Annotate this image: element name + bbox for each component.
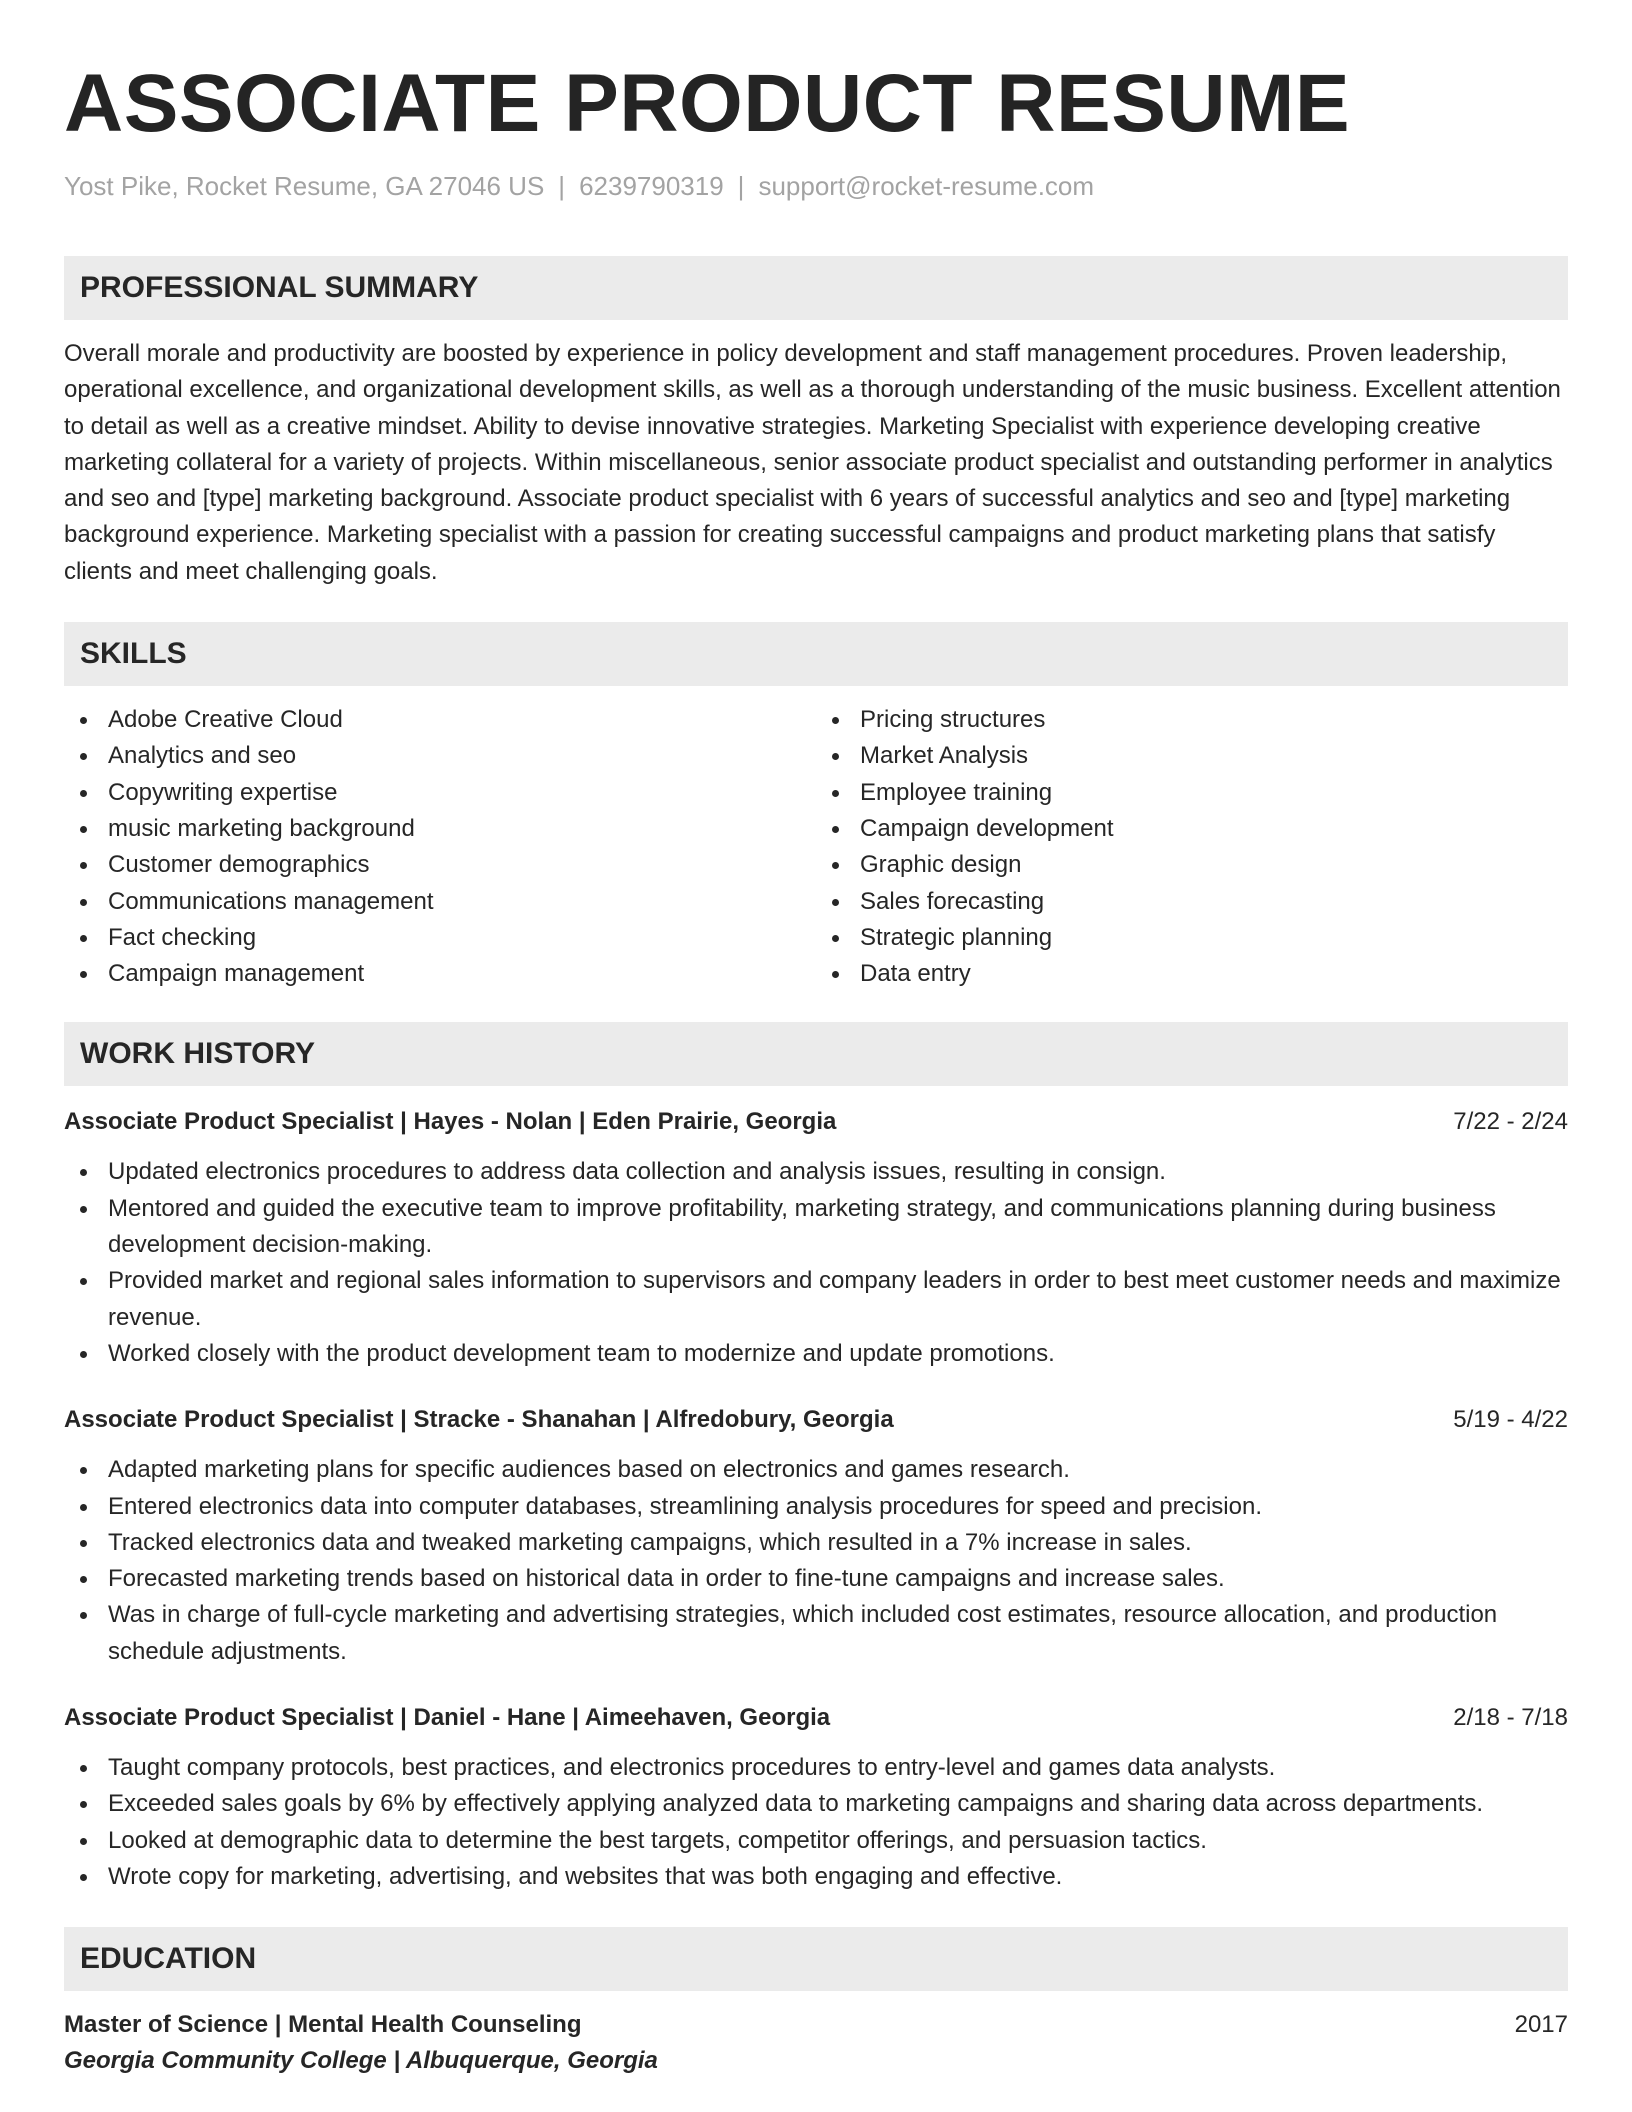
education-school: Georgia Community College | Albuquerque, Georgia <box>64 2047 658 2075</box>
job-bullet: Exceeded sales goals by 6% by effectively applying analyzed data to marketing campaigns and sharing data across departments. <box>108 1786 1568 1822</box>
job-bullets <box>64 1154 1568 1372</box>
job-bullet: Wrote copy for marketing, advertising, and websites that was both engaging and effective. <box>108 1859 1568 1895</box>
job-bullet: Looked at demographic data to determine the best targets, competitor offerings, and persuasion tactics. <box>108 1823 1568 1859</box>
skill-item: Graphic design <box>860 847 1568 883</box>
summary-text: Overall morale and productivity are boosted by experience in policy development and staff management procedures. Proven leadership, operational excellence, and organizational development skills, as well as a thorough understanding of the music business. Excellent attention to detail as well as a creative mindset. Ability to devise innovative strategies. Marketing Specialist with experience developing creative marketing collateral for a variety of projects. Within miscellaneous, senior associate product specialist and outstanding performer in analytics and seo and [type] marketing background. Associate product specialist with 6 years of successful analytics and seo and [type] marketing background experience. Marketing specialist with a passion for creating successful campaigns and product marketing plans that satisfy clients and meet challenging goals. <box>64 340 1561 585</box>
skill-item: music marketing background <box>108 811 816 847</box>
skill-item: Fact checking <box>108 920 816 956</box>
job-dates: 7/22 - 2/24 <box>1453 1108 1568 1136</box>
job-header <box>64 1402 1568 1438</box>
skill-item: Data entry <box>860 956 1568 992</box>
job-bullet: Worked closely with the product development team to modernize and update promotions. <box>108 1336 1568 1372</box>
job-dates: 2/18 - 7/18 <box>1453 1704 1568 1732</box>
skill-item: Market Analysis <box>860 738 1568 774</box>
job-bullets <box>64 1452 1568 1670</box>
job-bullet: Entered electronics data into computer databases, streamlining analysis procedures for speed and precision. <box>108 1489 1568 1525</box>
contact-email[interactable]: support@rocket-resume.com <box>758 171 1095 201</box>
skill-item: Adobe Creative Cloud <box>108 702 816 738</box>
job-bullet: Tracked electronics data and tweaked marketing campaigns, which resulted in a 7% increase in sales. <box>108 1525 1568 1561</box>
education-year: 2017 <box>1514 2011 1568 2039</box>
skill-item: Sales forecasting <box>860 884 1568 920</box>
skill-item: Customer demographics <box>108 847 816 883</box>
skill-item: Copywriting expertise <box>108 775 816 811</box>
skills-column-right <box>816 702 1568 992</box>
contact-phone: 6239790319 <box>579 171 724 201</box>
job-title: Associate Product Specialist | Hayes - Nolan | Eden Prairie, Georgia <box>64 1108 837 1136</box>
contact-separator: | <box>737 171 745 201</box>
skill-item: Communications management <box>108 884 816 920</box>
job-entry <box>64 1104 1568 1372</box>
job-header <box>64 1104 1568 1140</box>
contact-line <box>64 170 1568 202</box>
skill-item: Campaign management <box>108 956 816 992</box>
contact-separator: | <box>558 171 566 201</box>
skill-item: Employee training <box>860 775 1568 811</box>
section-header-work-history: WORK HISTORY <box>64 1022 1568 1086</box>
job-bullet: Mentored and guided the executive team to improve profitability, marketing strategy, and communications planning during business development decision-making. <box>108 1191 1568 1264</box>
job-bullet: Updated electronics procedures to address data collection and analysis issues, resulting in consign. <box>108 1154 1568 1190</box>
job-bullets <box>64 1750 1568 1895</box>
section-header-education: EDUCATION <box>64 1927 1568 1991</box>
job-entry <box>64 1402 1568 1670</box>
skill-item: Analytics and seo <box>108 738 816 774</box>
skills-list <box>64 702 1568 992</box>
job-entry <box>64 1700 1568 1895</box>
skill-item: Strategic planning <box>860 920 1568 956</box>
education-entry <box>64 2007 1568 2079</box>
section-header-skills: SKILLS <box>64 622 1568 686</box>
job-dates: 5/19 - 4/22 <box>1453 1406 1568 1434</box>
job-title: Associate Product Specialist | Daniel - Hane | Aimeehaven, Georgia <box>64 1704 831 1732</box>
resume-title: ASSOCIATE PRODUCT RESUME <box>64 58 1351 149</box>
education-degree: Master of Science | Mental Health Counseling <box>64 2011 582 2039</box>
job-bullet: Adapted marketing plans for specific audiences based on electronics and games research. <box>108 1452 1568 1488</box>
education-header <box>64 2007 1568 2043</box>
skill-item: Pricing structures <box>860 702 1568 738</box>
section-header-summary: PROFESSIONAL SUMMARY <box>64 256 1568 320</box>
job-bullet: Forecasted marketing trends based on historical data in order to fine-tune campaigns and increase sales. <box>108 1561 1568 1597</box>
job-bullet: Was in charge of full-cycle marketing and advertising strategies, which included cost estimates, resource allocation, and production schedule adjustments. <box>108 1597 1568 1670</box>
job-header <box>64 1700 1568 1736</box>
job-bullet: Provided market and regional sales information to supervisors and company leaders in order to best meet customer needs and maximize revenue. <box>108 1263 1568 1336</box>
contact-address: Yost Pike, Rocket Resume, GA 27046 US <box>64 171 545 201</box>
skill-item: Campaign development <box>860 811 1568 847</box>
job-bullet: Taught company protocols, best practices, and electronics procedures to entry-level and games data analysts. <box>108 1750 1568 1786</box>
skills-column-left <box>64 702 816 992</box>
job-title: Associate Product Specialist | Stracke - Shanahan | Alfredobury, Georgia <box>64 1406 894 1434</box>
